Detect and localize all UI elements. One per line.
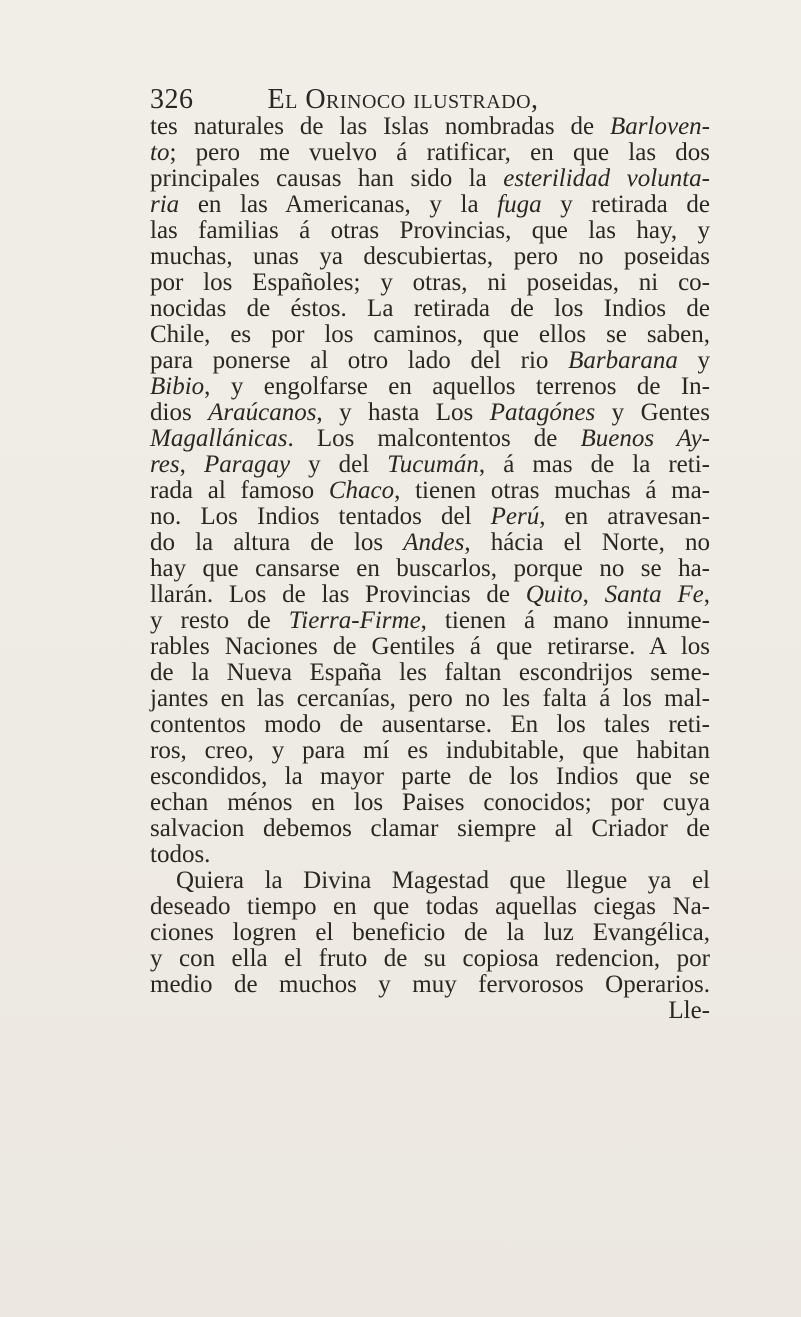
text-line: to; pero me vuelvo á ratificar, en que las dos bbox=[150, 139, 710, 166]
text-line: do la altura de los Andes, hácia el Norte, no bbox=[150, 529, 710, 556]
text-line: no. Los Indios tentados del Perú, en atravesan- bbox=[150, 503, 710, 530]
text-line: de la Nueva España les faltan escondrijos seme- bbox=[150, 659, 710, 686]
text-line: tes naturales de las Islas nombradas de Barloven- bbox=[150, 113, 710, 140]
text-line: escondidos, la mayor parte de los Indios que se bbox=[150, 763, 710, 790]
running-title: El Orinoco ilustrado, bbox=[267, 84, 539, 115]
text-line: muchas, unas ya descubiertas, pero no poseidas bbox=[150, 243, 710, 270]
text-line: jantes en las cercanías, pero no les falta á los mal- bbox=[150, 685, 710, 712]
text-line: y con ella el fruto de su copiosa redencion, por bbox=[150, 945, 710, 972]
text-line: Quiera la Divina Magestad que llegue ya el bbox=[176, 867, 710, 894]
text-line: echan ménos en los Paises conocidos; por cuya bbox=[150, 789, 710, 816]
text-line: hay que cansarse en buscarlos, porque no se ha- bbox=[150, 555, 710, 582]
text-line: dios Araúcanos, y hasta Los Patagónes y Gentes bbox=[150, 399, 710, 426]
text-line: y resto de Tierra-Firme, tienen á mano innume- bbox=[150, 607, 710, 634]
text-line: Bibio, y engolfarse en aquellos terrenos de In- bbox=[150, 373, 710, 400]
text-line: medio de muchos y muy fervorosos Operarios. bbox=[150, 971, 710, 998]
text-line: las familias á otras Provincias, que las hay, y bbox=[150, 217, 710, 244]
text-line: contentos modo de ausentarse. En los tales reti- bbox=[150, 711, 710, 738]
body-text bbox=[150, 114, 710, 1024]
text-line: res, Paragay y del Tucumán, á mas de la reti- bbox=[150, 451, 710, 478]
text-line: principales causas han sido la esterilidad volunta- bbox=[150, 165, 710, 192]
text-line: Chile, es por los caminos, que ellos se saben, bbox=[150, 321, 710, 348]
text-line: ciones logren el beneficio de la luz Evangélica, bbox=[150, 919, 710, 946]
text-line: por los Españoles; y otras, ni poseidas, ni co- bbox=[150, 269, 710, 296]
text-line: deseado tiempo en que todas aquellas ciegas Na- bbox=[150, 893, 710, 920]
catchword: Lle- bbox=[668, 997, 710, 1024]
text-line: para ponerse al otro lado del rio Barbarana y bbox=[150, 347, 711, 374]
running-head bbox=[150, 84, 670, 116]
text-line: Magallánicas. Los malcontentos de Buenos Ay- bbox=[150, 425, 710, 452]
text-line: ros, creo, y para mí es indubitable, que habitan bbox=[150, 737, 710, 764]
text-line: todos. bbox=[150, 841, 211, 868]
text-line: rada al famoso Chaco, tienen otras muchas á ma- bbox=[150, 477, 711, 504]
page-number: 326 bbox=[150, 84, 194, 115]
text-line: rables Naciones de Gentiles á que retirarse. A los bbox=[150, 633, 710, 660]
text-line: ria en las Americanas, y la fuga y retirada de bbox=[150, 191, 710, 218]
text-line: llarán. Los de las Provincias de Quito, Santa Fe, bbox=[150, 581, 710, 608]
text-line: nocidas de éstos. La retirada de los Indios de bbox=[150, 295, 710, 322]
text-line: salvacion debemos clamar siempre al Criador de bbox=[150, 815, 710, 842]
